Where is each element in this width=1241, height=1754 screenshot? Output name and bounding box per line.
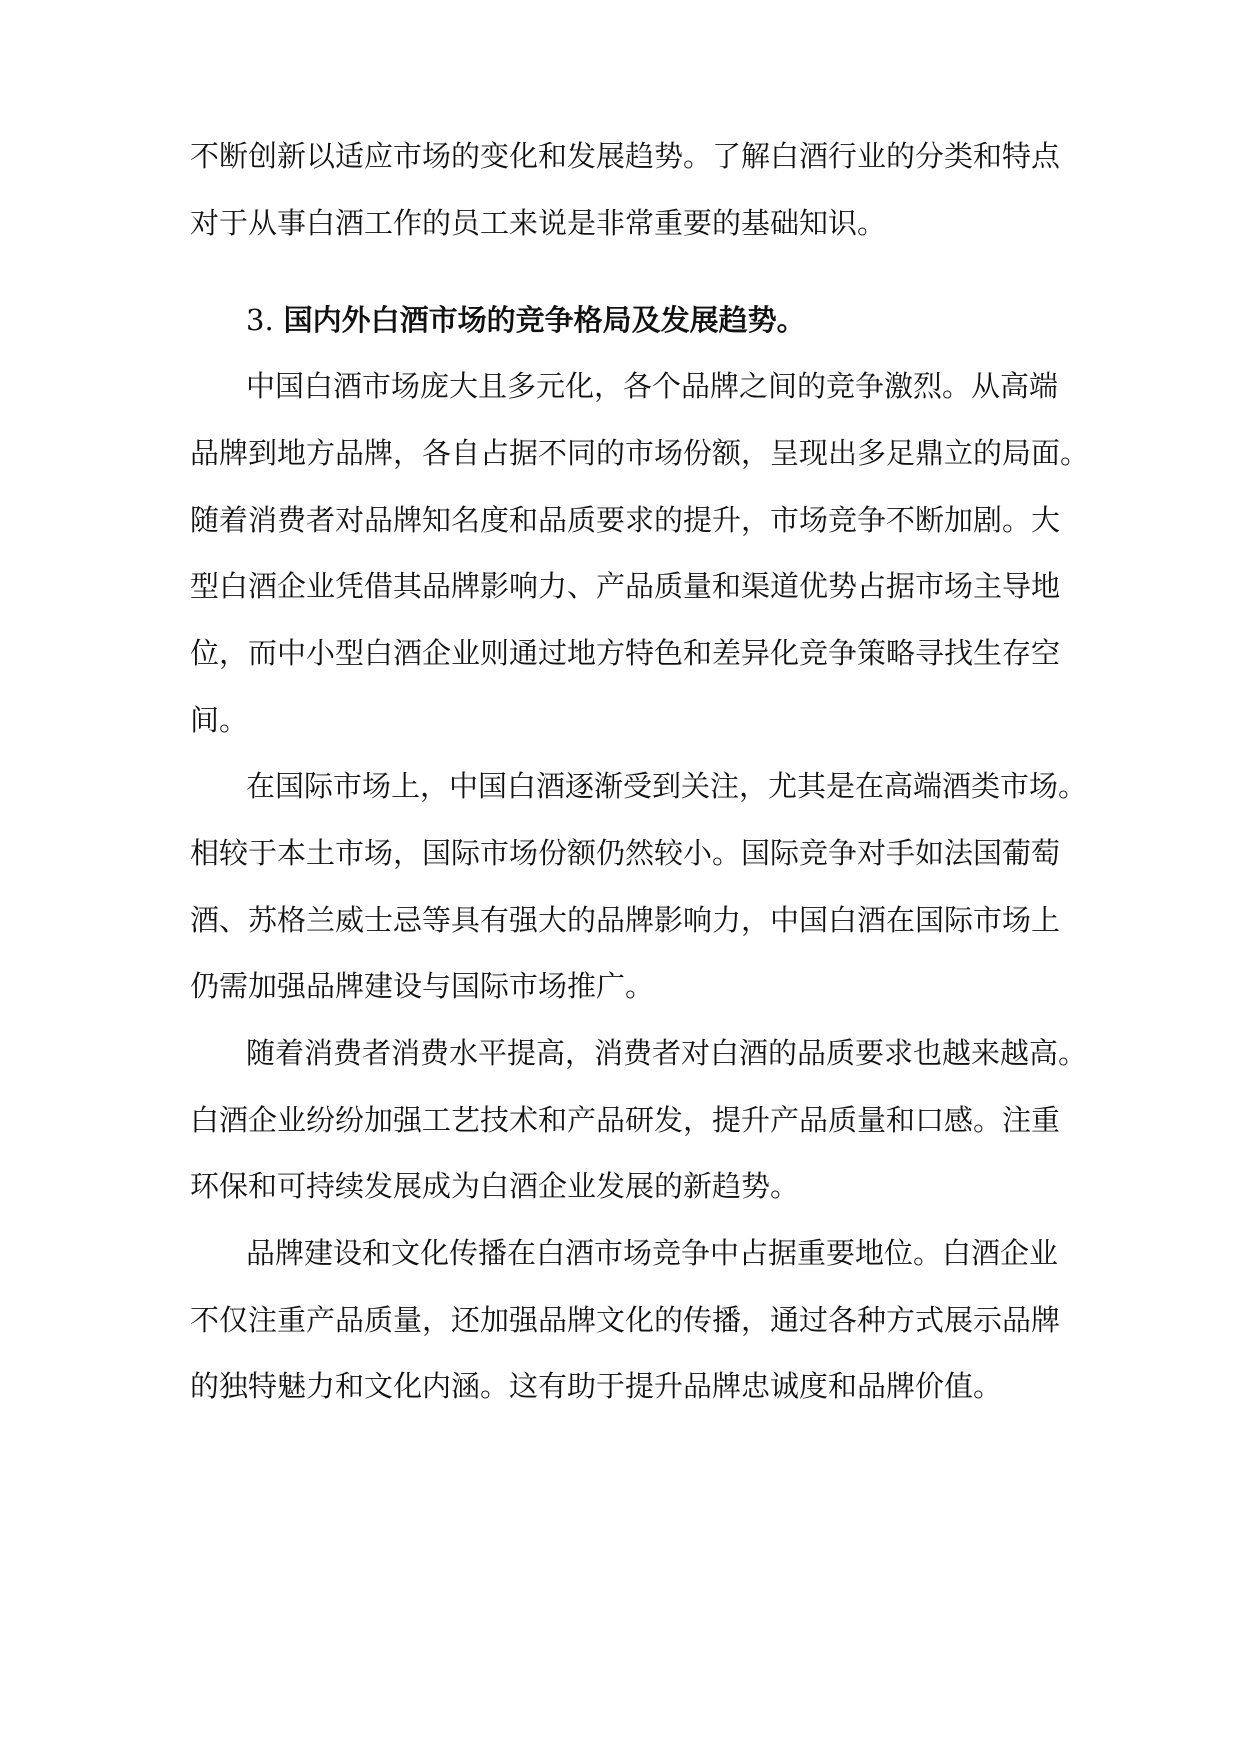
paragraph-2-line-2: 相较于本土市场，国际市场份额仍然较小。国际竞争对手如法国葡萄 bbox=[190, 836, 1061, 870]
paragraph-2-line-3: 酒、苏格兰威士忌等具有强大的品牌影响力，中国白酒在国际市场上 bbox=[190, 903, 1061, 937]
paragraph-1-line-2: 品牌到地方品牌，各自占据不同的市场份额，呈现出多足鼎立的局面。 bbox=[190, 436, 1090, 470]
paragraph-1-line-4: 型白酒企业凭借其品牌影响力、产品质量和渠道优势占据市场主导地 bbox=[190, 569, 1061, 603]
paragraph-1-line-1: 中国白酒市场庞大且多元化，各个品牌之间的竞争激烈。从高端 bbox=[246, 369, 1059, 403]
paragraph-3-line-3: 环保和可持续发展成为白酒企业发展的新趋势。 bbox=[190, 1169, 800, 1203]
intro-line-2: 对于从事白酒工作的员工来说是非常重要的基础知识。 bbox=[190, 206, 887, 240]
paragraph-1-line-3: 随着消费者对品牌知名度和品质要求的提升，市场竞争不断加剧。大 bbox=[190, 503, 1061, 537]
paragraph-2-line-4: 仍需加强品牌建设与国际市场推广。 bbox=[190, 969, 655, 1003]
paragraph-3-line-2: 白酒企业纷纷加强工艺技术和产品研发，提升产品质量和口感。注重 bbox=[190, 1103, 1061, 1137]
paragraph-4-line-1: 品牌建设和文化传播在白酒市场竞争中占据重要地位。白酒企业 bbox=[246, 1236, 1059, 1270]
paragraph-3-line-1: 随着消费者消费水平提高，消费者对白酒的品质要求也越来越高。 bbox=[246, 1036, 1088, 1070]
paragraph-2-line-1: 在国际市场上，中国白酒逐渐受到关注，尤其是在高端酒类市场。 bbox=[246, 769, 1088, 803]
section-number: 3. bbox=[246, 303, 274, 337]
paragraph-1-line-5: 位，而中小型白酒企业则通过地方特色和差异化竞争策略寻找生存空 bbox=[190, 636, 1061, 670]
paragraph-4-line-2: 不仅注重产品质量，还加强品牌文化的传播，通过各种方式展示品牌 bbox=[190, 1303, 1061, 1337]
intro-line-1: 不断创新以适应市场的变化和发展趋势。了解白酒行业的分类和特点 bbox=[190, 139, 1061, 173]
section-title: 国内外白酒市场的竞争格局及发展趋势。 bbox=[283, 303, 806, 337]
paragraph-1-line-6: 间。 bbox=[190, 703, 249, 737]
paragraph-4-line-3: 的独特魅力和文化内涵。这有助于提升品牌忠诚度和品牌价值。 bbox=[190, 1369, 1003, 1403]
section-heading bbox=[246, 300, 1126, 340]
